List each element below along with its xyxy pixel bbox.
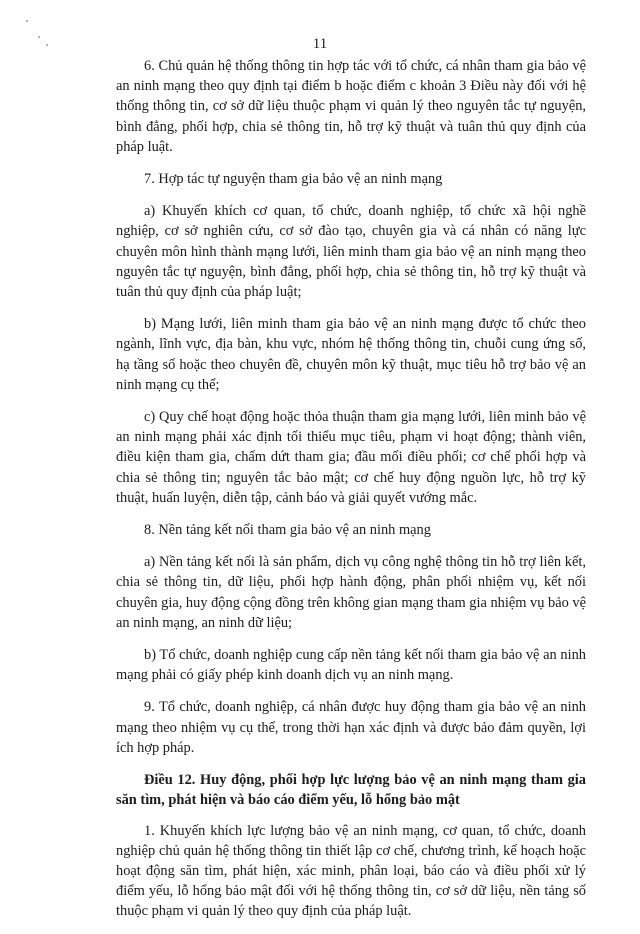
document-body — [116, 56, 586, 934]
article-12-title: Điều 12. Huy động, phối hợp lực lượng bảo vệ an ninh mạng tham gia săn tìm, phát hiện và báo cáo điểm yếu, lỗ hổng bảo mật — [116, 772, 586, 809]
clause-7b: b) Mạng lưới, liên minh tham gia bảo vệ an ninh mạng được tổ chức theo ngành, lĩnh vực, địa bàn, khu vực, nhóm hệ thống thông tin, chuỗi cung ứng số, hạ tầng số hoặc theo chuyên đề, chuyên môn kỹ thuật, mục tiêu hỗ trợ bảo vệ an ninh mạng cụ thể; — [116, 316, 586, 393]
article-12-clause-1: 1. Khuyến khích lực lượng bảo vệ an ninh mạng, cơ quan, tổ chức, doanh nghiệp chủ quản hệ thống thông tin thiết lập cơ chế, chương trình, kế hoạch hoặc hoạt động săn tìm, phát hiện, xác minh, phân loại, báo cáo và điều phối xử lý điểm yếu, lỗ hổng bảo mật đối với hệ thống thông tin, cơ sở dữ liệu, nền tảng số thuộc phạm vi quản lý theo quy định của pháp luật. — [116, 822, 586, 920]
clause-7c: c) Quy chế hoạt động hoặc thỏa thuận tham gia mạng lưới, liên minh bảo vệ an ninh mạng phải xác định tối thiểu mục tiêu, phạm vi hoạt động; thành viên, điều kiện tham gia, chấm dứt tham gia; đầu mối điều phối; cơ chế phối hợp và chia sẻ thông tin; nguyên tắc bảo mật; cơ chế huy động nguồn lực, hỗ trợ kỹ thuật, huấn luyện, diễn tập, cảnh báo và giải quyết vướng mắc. — [116, 409, 586, 506]
clause-7a: a) Khuyến khích cơ quan, tổ chức, doanh nghiệp, tổ chức xã hội nghề nghiệp, cơ sở nghiên cứu, cơ sở đào tạo, chuyên gia và cá nhân có năng lực chuyên môn hình thành mạng lưới, liên minh tham gia bảo vệ an ninh mạng theo nguyên tắc tự nguyện, bình đẳng, phối hợp, chia sẻ thông tin, hỗ trợ kỹ thuật và tuân thủ quy định của pháp luật; — [116, 203, 586, 301]
clause-8-heading: 8. Nền tảng kết nối tham gia bảo vệ an ninh mạng — [144, 522, 431, 539]
clause-6: 6. Chủ quản hệ thống thông tin hợp tác với tổ chức, cá nhân tham gia bảo vệ an ninh mạng theo quy định tại điểm b hoặc điểm c khoản 3 Điều này đối với hệ thống thông tin, cơ sở dữ liệu thuộc phạm vi quản lý theo nguyên tắc tự nguyện, bình đẳng, phối hợp, chia sẻ thông tin, hỗ trợ kỹ thuật và tuân thủ quy định của pháp luật. — [116, 58, 586, 155]
speck — [26, 20, 28, 22]
clause-7-heading: 7. Hợp tác tự nguyện tham gia bảo vệ an ninh mạng — [144, 171, 443, 188]
page-number: 11 — [312, 36, 328, 52]
clause-8a: a) Nền tảng kết nối là sản phẩm, dịch vụ công nghệ thông tin hỗ trợ liên kết, chia sẻ thông tin, dữ liệu, phối hợp hành động, phân phối nhiệm vụ, kết nối chuyên gia, huy động cộng đồng trên không gian mạng tham gia nhiệm vụ bảo vệ an ninh mạng, an ninh dữ liệu; — [116, 554, 586, 631]
clause-9: 9. Tổ chức, doanh nghiệp, cá nhân được huy động tham gia bảo vệ an ninh mạng theo nhiệm vụ cụ thể, trong thời hạn xác định và được bảo đảm quyền, lợi ích hợp pháp. — [116, 699, 586, 756]
clause-8b: b) Tổ chức, doanh nghiệp cung cấp nền tảng kết nối tham gia bảo vệ an ninh mạng phải có giấy phép kinh doanh dịch vụ an ninh mạng. — [116, 647, 586, 684]
